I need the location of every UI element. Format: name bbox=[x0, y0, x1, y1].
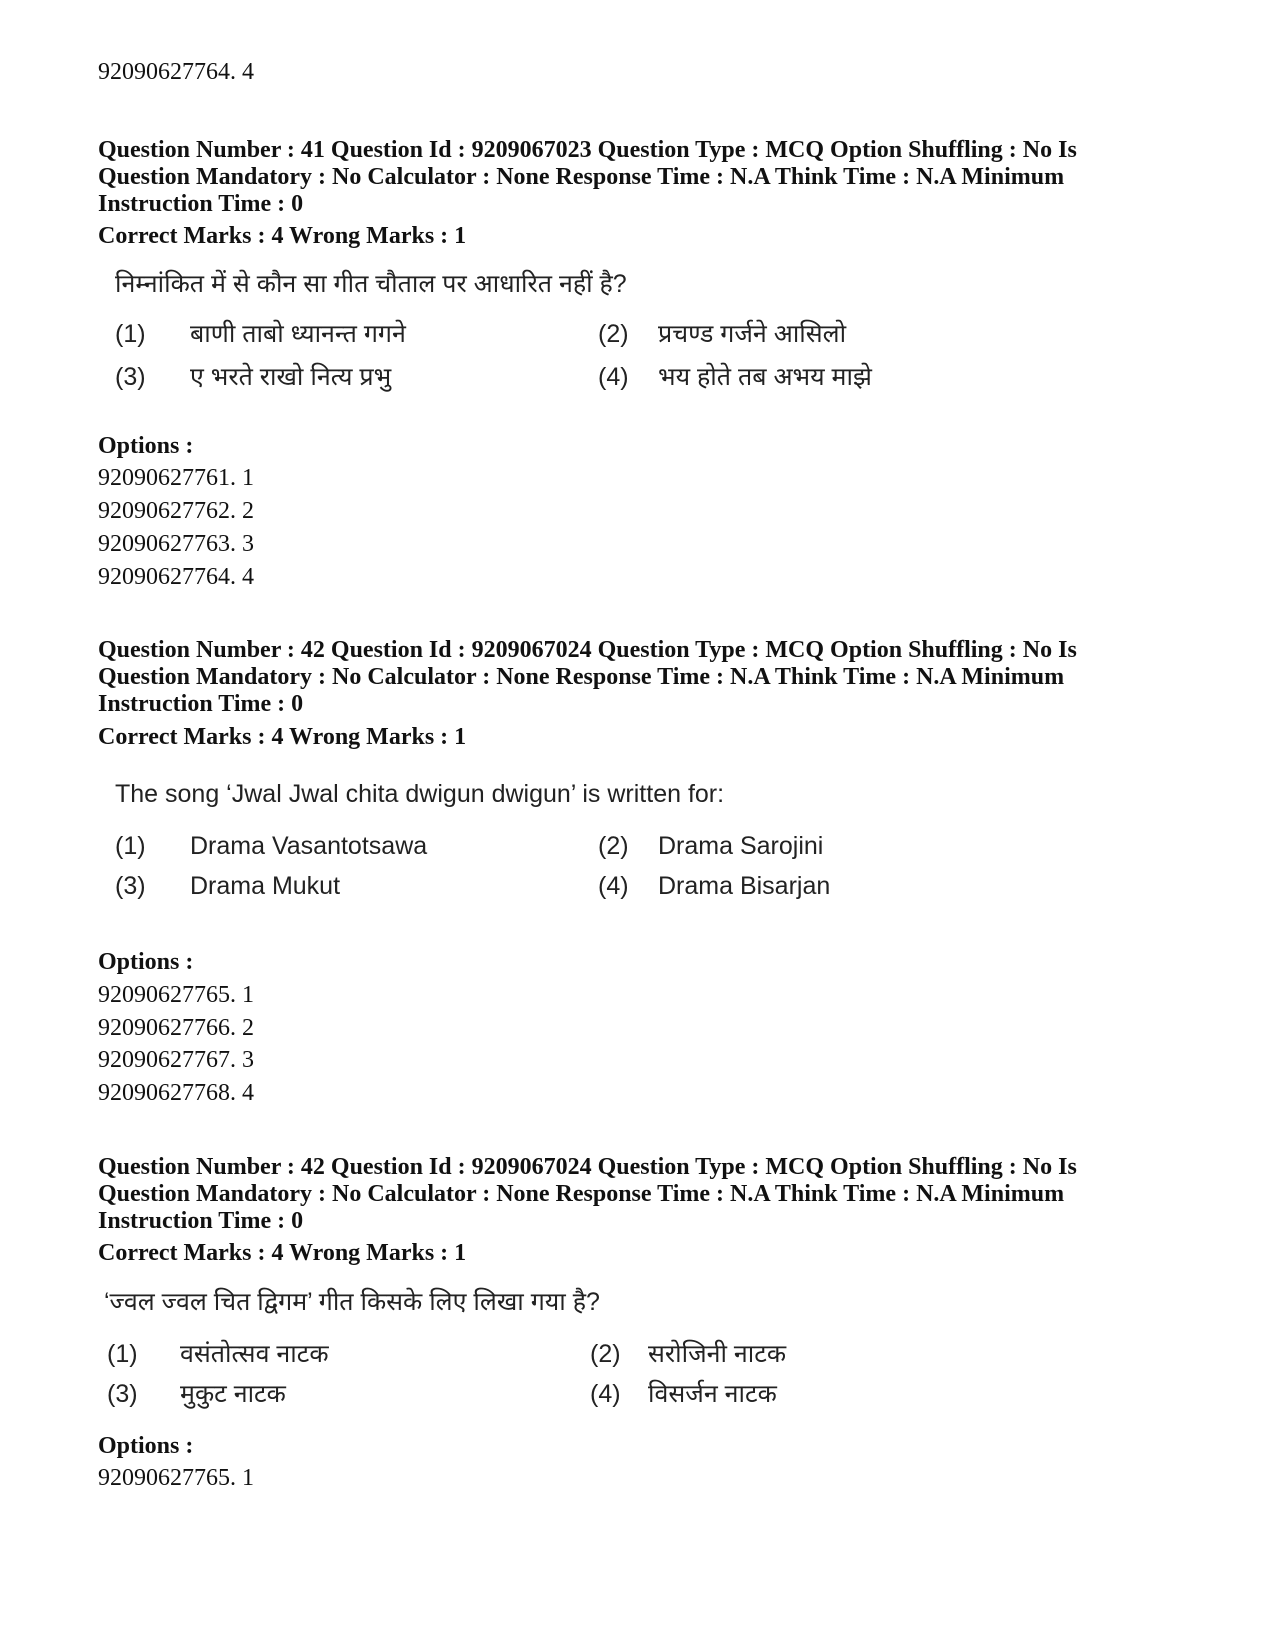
option-item: 92090627765. 1 bbox=[98, 1465, 254, 1491]
choice-text: ए भरते राखो नित्य प्रभु bbox=[190, 363, 392, 391]
choice-text: वसंतोत्सव नाटक bbox=[180, 1340, 329, 1368]
option-item: 92090627761. 1 bbox=[98, 465, 254, 491]
choice-number: (2) bbox=[590, 1340, 621, 1368]
question-marks: Correct Marks : 4 Wrong Marks : 1 bbox=[98, 223, 467, 249]
choice-text: सरोजिनी नाटक bbox=[648, 1340, 787, 1368]
choice-text: भय होते तब अभय माझे bbox=[658, 363, 872, 391]
choice-text: Drama Mukut bbox=[190, 872, 341, 900]
choice-number: (3) bbox=[115, 363, 146, 391]
choice-number: (3) bbox=[107, 1380, 138, 1408]
question-stem: ‘ज्वल ज्वल चित द्विगम’ गीत किसके लिए लिखा गया है? bbox=[104, 1288, 600, 1316]
question-meta-line: Question Mandatory : No Calculator : None Response Time : N.A Think Time : N.A Minimum bbox=[98, 164, 1065, 190]
choice-number: (4) bbox=[598, 363, 629, 391]
question-meta-line: Question Number : 41 Question Id : 9209067023 Question Type : MCQ Option Shuffling : No Is bbox=[98, 137, 1077, 163]
question-meta-line: Question Number : 42 Question Id : 9209067024 Question Type : MCQ Option Shuffling : No Is bbox=[98, 637, 1077, 663]
choice-number: (2) bbox=[598, 832, 629, 860]
choice-number: (2) bbox=[598, 320, 629, 348]
options-label: Options : bbox=[98, 1433, 194, 1459]
question-meta-line: Question Mandatory : No Calculator : None Response Time : N.A Think Time : N.A Minimum bbox=[98, 1181, 1065, 1207]
choice-text: बाणी ताबो ध्यानन्त गगने bbox=[190, 320, 406, 348]
choice-text: Drama Bisarjan bbox=[658, 872, 831, 900]
carryover-option: 92090627764. 4 bbox=[98, 59, 254, 85]
choice-number: (4) bbox=[598, 872, 629, 900]
question-meta-line: Instruction Time : 0 bbox=[98, 1208, 304, 1234]
option-item: 92090627763. 3 bbox=[98, 531, 254, 557]
question-marks: Correct Marks : 4 Wrong Marks : 1 bbox=[98, 724, 467, 750]
choice-number: (1) bbox=[107, 1340, 138, 1368]
option-item: 92090627765. 1 bbox=[98, 982, 254, 1008]
option-item: 92090627764. 4 bbox=[98, 564, 254, 590]
option-item: 92090627768. 4 bbox=[98, 1080, 254, 1106]
choice-number: (1) bbox=[115, 320, 146, 348]
option-item: 92090627762. 2 bbox=[98, 498, 254, 524]
options-label: Options : bbox=[98, 433, 194, 459]
choice-text: प्रचण्ड गर्जने आसिलो bbox=[658, 320, 847, 348]
options-label: Options : bbox=[98, 949, 194, 975]
choice-text: विसर्जन नाटक bbox=[648, 1380, 777, 1408]
option-item: 92090627766. 2 bbox=[98, 1015, 254, 1041]
choice-number: (4) bbox=[590, 1380, 621, 1408]
choice-number: (1) bbox=[115, 832, 146, 860]
question-stem: The song ‘Jwal Jwal chita dwigun dwigun’ is written for: bbox=[115, 780, 725, 808]
choice-text: Drama Vasantotsawa bbox=[190, 832, 428, 860]
option-item: 92090627767. 3 bbox=[98, 1047, 254, 1073]
choice-text: मुकुट नाटक bbox=[180, 1380, 286, 1408]
question-stem: निम्नांकित में से कौन सा गीत चौताल पर आधारित नहीं है? bbox=[115, 270, 627, 298]
question-meta-line: Question Mandatory : No Calculator : None Response Time : N.A Think Time : N.A Minimum bbox=[98, 664, 1065, 690]
question-meta-line: Question Number : 42 Question Id : 9209067024 Question Type : MCQ Option Shuffling : No Is bbox=[98, 1154, 1077, 1180]
question-meta-line: Instruction Time : 0 bbox=[98, 191, 304, 217]
choice-text: Drama Sarojini bbox=[658, 832, 824, 860]
question-marks: Correct Marks : 4 Wrong Marks : 1 bbox=[98, 1240, 467, 1266]
question-meta-line: Instruction Time : 0 bbox=[98, 691, 304, 717]
choice-number: (3) bbox=[115, 872, 146, 900]
